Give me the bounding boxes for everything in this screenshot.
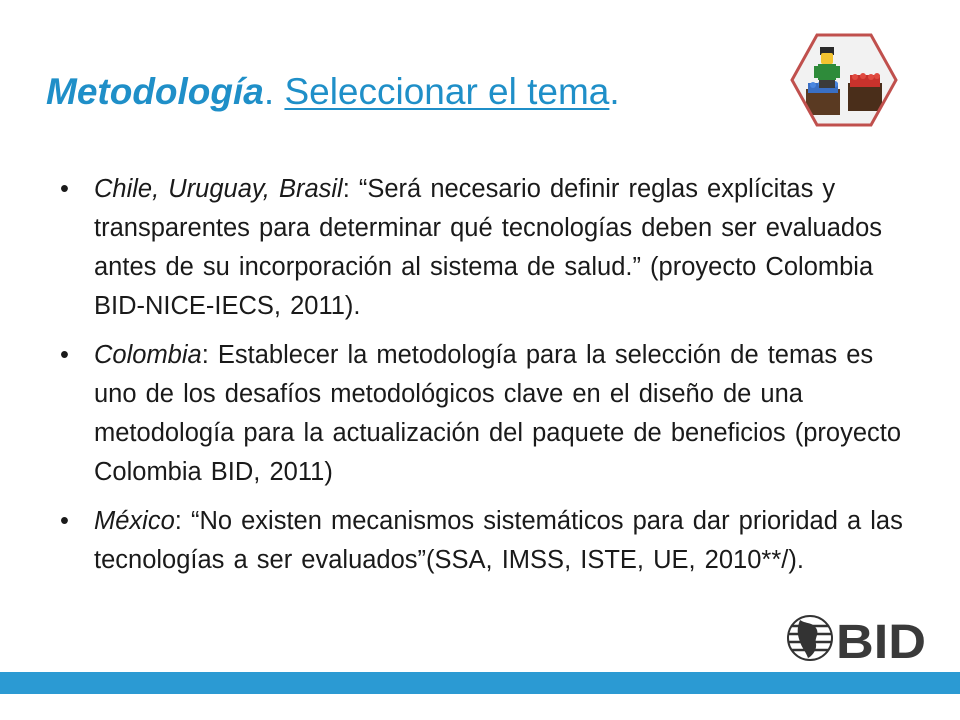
title-end: . [609,71,620,112]
title-separator: . [263,71,285,112]
bullet-text: : “No existen mecanismos sistemáticos para dar prioridad a las tecnologías a ser evaluados”(SSA, IMSS, ISTE, UE, 2010**/). [94,507,903,574]
bullet-marker: • [60,507,69,535]
lego-figure-icon [790,33,898,127]
bullet-country: Colombia [94,341,202,369]
bullet-list [60,170,910,590]
bullet-text: : “Será necesario definir reglas explícitas y transparentes para determinar qué tecnologías deben ser evaluados antes de su incorporación al sistema de salud.” (proyecto Colombia BID-NICE-IECS, 2011). [94,175,883,320]
bid-logo-text: BID [836,616,926,664]
footer-bar [0,672,960,694]
list-item [60,170,910,326]
bullet-marker: • [60,175,69,203]
title-emphasis: Metodología [46,71,264,112]
bullet-country: México [94,507,175,535]
bullet-country: Chile, Uruguay, Brasil [94,175,343,203]
title-link[interactable]: Seleccionar el tema [284,71,610,112]
bullet-text: : Establecer la metodología para la selección de temas es uno de los desafíos metodológicos clave en el diseño de una metodología para la actualización del paquete de beneficios (proyecto Colombia BID, 2011) [94,341,902,486]
list-item [60,502,910,580]
bullet-marker: • [60,341,69,369]
slide-title [46,70,620,114]
globe-icon [788,616,832,660]
list-item [60,336,910,492]
bid-logo [786,612,930,664]
